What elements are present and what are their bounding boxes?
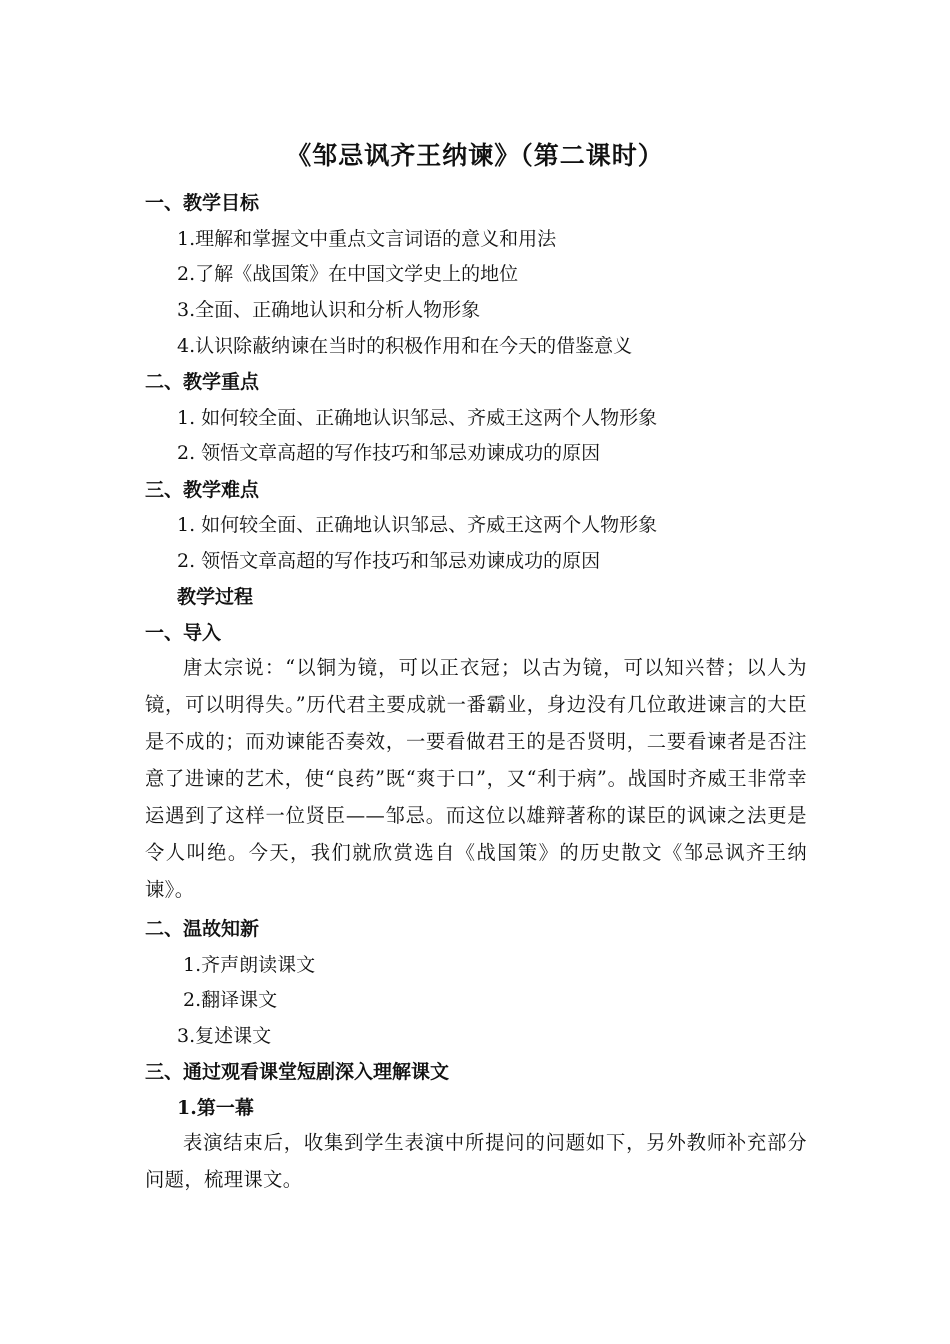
key-point-item: 2. 领悟文章高超的写作技巧和邹忌劝谏成功的原因 [177,442,601,464]
objective-item: 4.认识除蔽纳谏在当时的积极作用和在今天的借鉴意义 [177,335,633,357]
review-item: 1.齐声朗读课文 [183,954,316,976]
act-one-paragraph: 表演结束后，收集到学生表演中所提问的问题如下，另外教师补充部分问题，梳理课文。 [145,1131,807,1191]
teaching-process-heading: 教学过程 [177,586,254,608]
document-title: 《邹忌讽齐王纳谏》（第二课时） [286,141,664,170]
objective-item: 1.理解和掌握文中重点文言词语的意义和用法 [177,228,557,250]
introduction-paragraph: 唐太宗说：“以铜为镜，可以正衣冠；以古为镜，可以知兴替；以人为镜，可以明得失。”历代君主要成就一番霸业，身边没有几位敢进谏言的大臣是不成的；而劝谏能否奏效，一要看做君王的是否贤明，二要看谏者是否注意了进谏的艺术，使“良药”既“爽于口”，又“利于病”。战国时齐威王非常幸运遇到了这样一位贤臣——邹忌。而这位以雄辩著称的谋臣的讽谏之法更是令人叫绝。今天，我们就欣赏选自《战国策》的历史散文《邹忌讽齐王纳谏》。 [145,656,807,901]
section-heading-difficulties: 三、教学难点 [145,479,260,501]
review-item: 3.复述课文 [177,1025,272,1047]
difficulty-item: 2. 领悟文章高超的写作技巧和邹忌劝谏成功的原因 [177,550,601,572]
difficulty-item: 1. 如何较全面、正确地认识邹忌、齐威王这两个人物形象 [177,514,658,536]
section-heading-objectives: 一、教学目标 [145,192,260,214]
objective-item: 2.了解《战国策》在中国文学史上的地位 [177,263,519,285]
section-heading-introduction: 一、导入 [145,622,222,644]
section-heading-review: 二、温故知新 [145,918,260,940]
section-heading-drama: 三、通过观看课堂短剧深入理解课文 [145,1061,450,1083]
objective-item: 3.全面、正确地认识和分析人物形象 [177,299,481,321]
act-one-heading: 1.第一幕 [177,1097,254,1119]
section-heading-key-points: 二、教学重点 [145,371,260,393]
key-point-item: 1. 如何较全面、正确地认识邹忌、齐威王这两个人物形象 [177,407,658,429]
review-item: 2.翻译课文 [183,989,278,1011]
